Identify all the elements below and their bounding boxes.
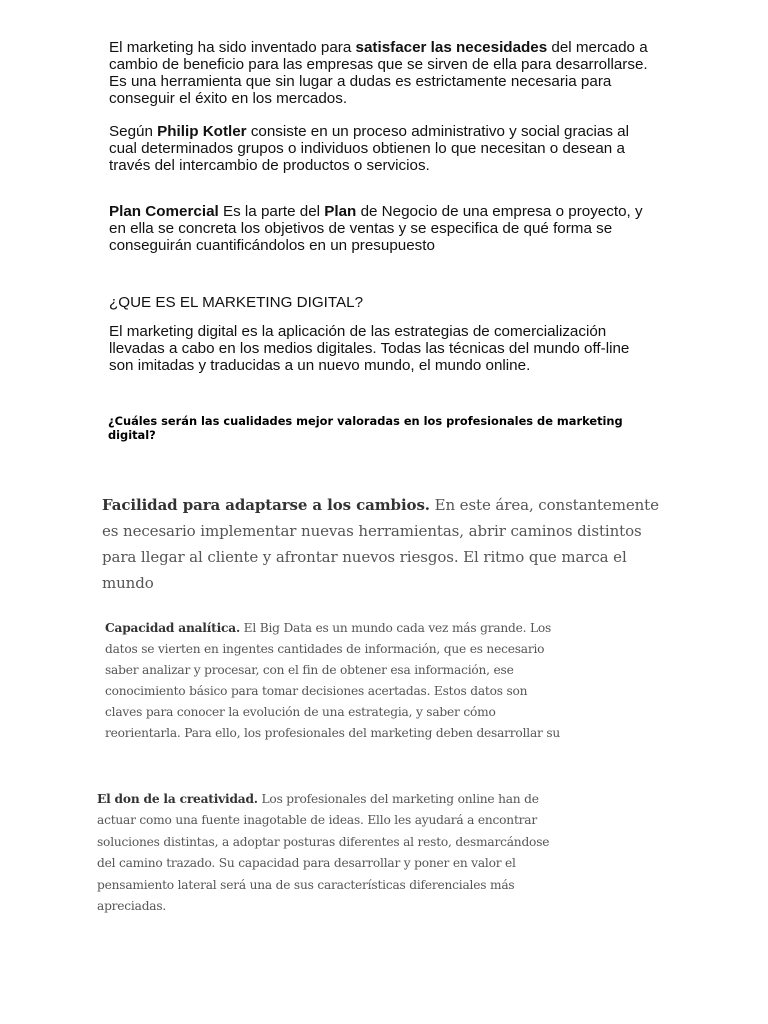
snippet-analytics: [105, 618, 563, 744]
snippet-text: En este área, constantemente es necesario implementar nuevas herramientas, abrir caminos distintos para llegar al cliente y afrontar nuevos riesgos. El ritmo que marca el mundo: [102, 496, 659, 592]
snippet-title: Facilidad para adaptarse a los cambios.: [102, 496, 430, 514]
text-run: El marketing ha sido inventado para: [109, 39, 356, 56]
emphasis-text: satisfacer las necesidades: [355, 39, 548, 56]
text-run: Según: [109, 123, 158, 140]
text-run: de Negocio de una empresa o proyecto, y en ella se concreta los objetivos de ventas y se especifica de qué forma se conseguirán cuantificándolos en un presupuesto: [109, 203, 643, 254]
text-run: consiste en un proceso administrativo y social gracias al cual determinados grupos o individuos obtienen lo que necesitan o desean a través del intercambio de productos o servicios.: [109, 123, 629, 174]
kotler-paragraph: [109, 123, 657, 174]
intro-paragraph: [109, 39, 657, 107]
snippet-text: Los profesionales del marketing online han de actuar como una fuente inagotable de ideas. Ello les ayudará a encontrar soluciones distintas, a adoptar posturas diferentes al resto, desmarcándose del camino trazado. Su capacidad para desarrollar y poner en valor el pensamiento lateral será una de sus características diferenciales más apreciadas.: [97, 792, 550, 914]
emphasis-text: Plan: [324, 203, 357, 220]
snippet-title: El don de la creatividad.: [97, 792, 258, 806]
text-run: del mercado a cambio de beneficio para las empresas que se sirven de ella para desarrollarse. Es una herramienta que sin lugar a dudas es estrictamente necesaria para conseguir el éxito en los mercados.: [109, 39, 648, 107]
snippet-text: El Big Data es un mundo cada vez más grande. Los datos se vierten en ingentes cantidades de información, que es necesario saber analizar y procesar, con el fin de obtener esa información, ese conocimiento básico para tomar decisiones acertadas. Estos datos son claves para conocer la evolución de una estrategia, y saber cómo reorientarla. Para ello, los profesionales del marketing deben desarrollar su: [105, 621, 561, 740]
snippet-adaptability: [102, 492, 662, 596]
snippet-title: Capacidad analítica.: [105, 621, 240, 635]
emphasis-text: Plan Comercial: [109, 203, 219, 220]
plan-comercial-paragraph: [109, 203, 661, 254]
section-heading: ¿QUE ES EL MARKETING DIGITAL?: [109, 294, 364, 311]
snippet-creativity: [97, 789, 557, 917]
emphasis-text: Philip Kotler: [157, 123, 247, 140]
qualities-question: ¿Cuáles serán las cualidades mejor valoradas en los profesionales de marketing digital?: [108, 414, 623, 442]
digital-marketing-paragraph: El marketing digital es la aplicación de las estrategias de comercialización llevadas a cabo en los medios digitales. Todas las técnicas del mundo off-line son imitadas y traducidas a un nuevo mundo, el mundo online.: [109, 323, 630, 374]
text-run: Es la parte del: [218, 203, 325, 220]
